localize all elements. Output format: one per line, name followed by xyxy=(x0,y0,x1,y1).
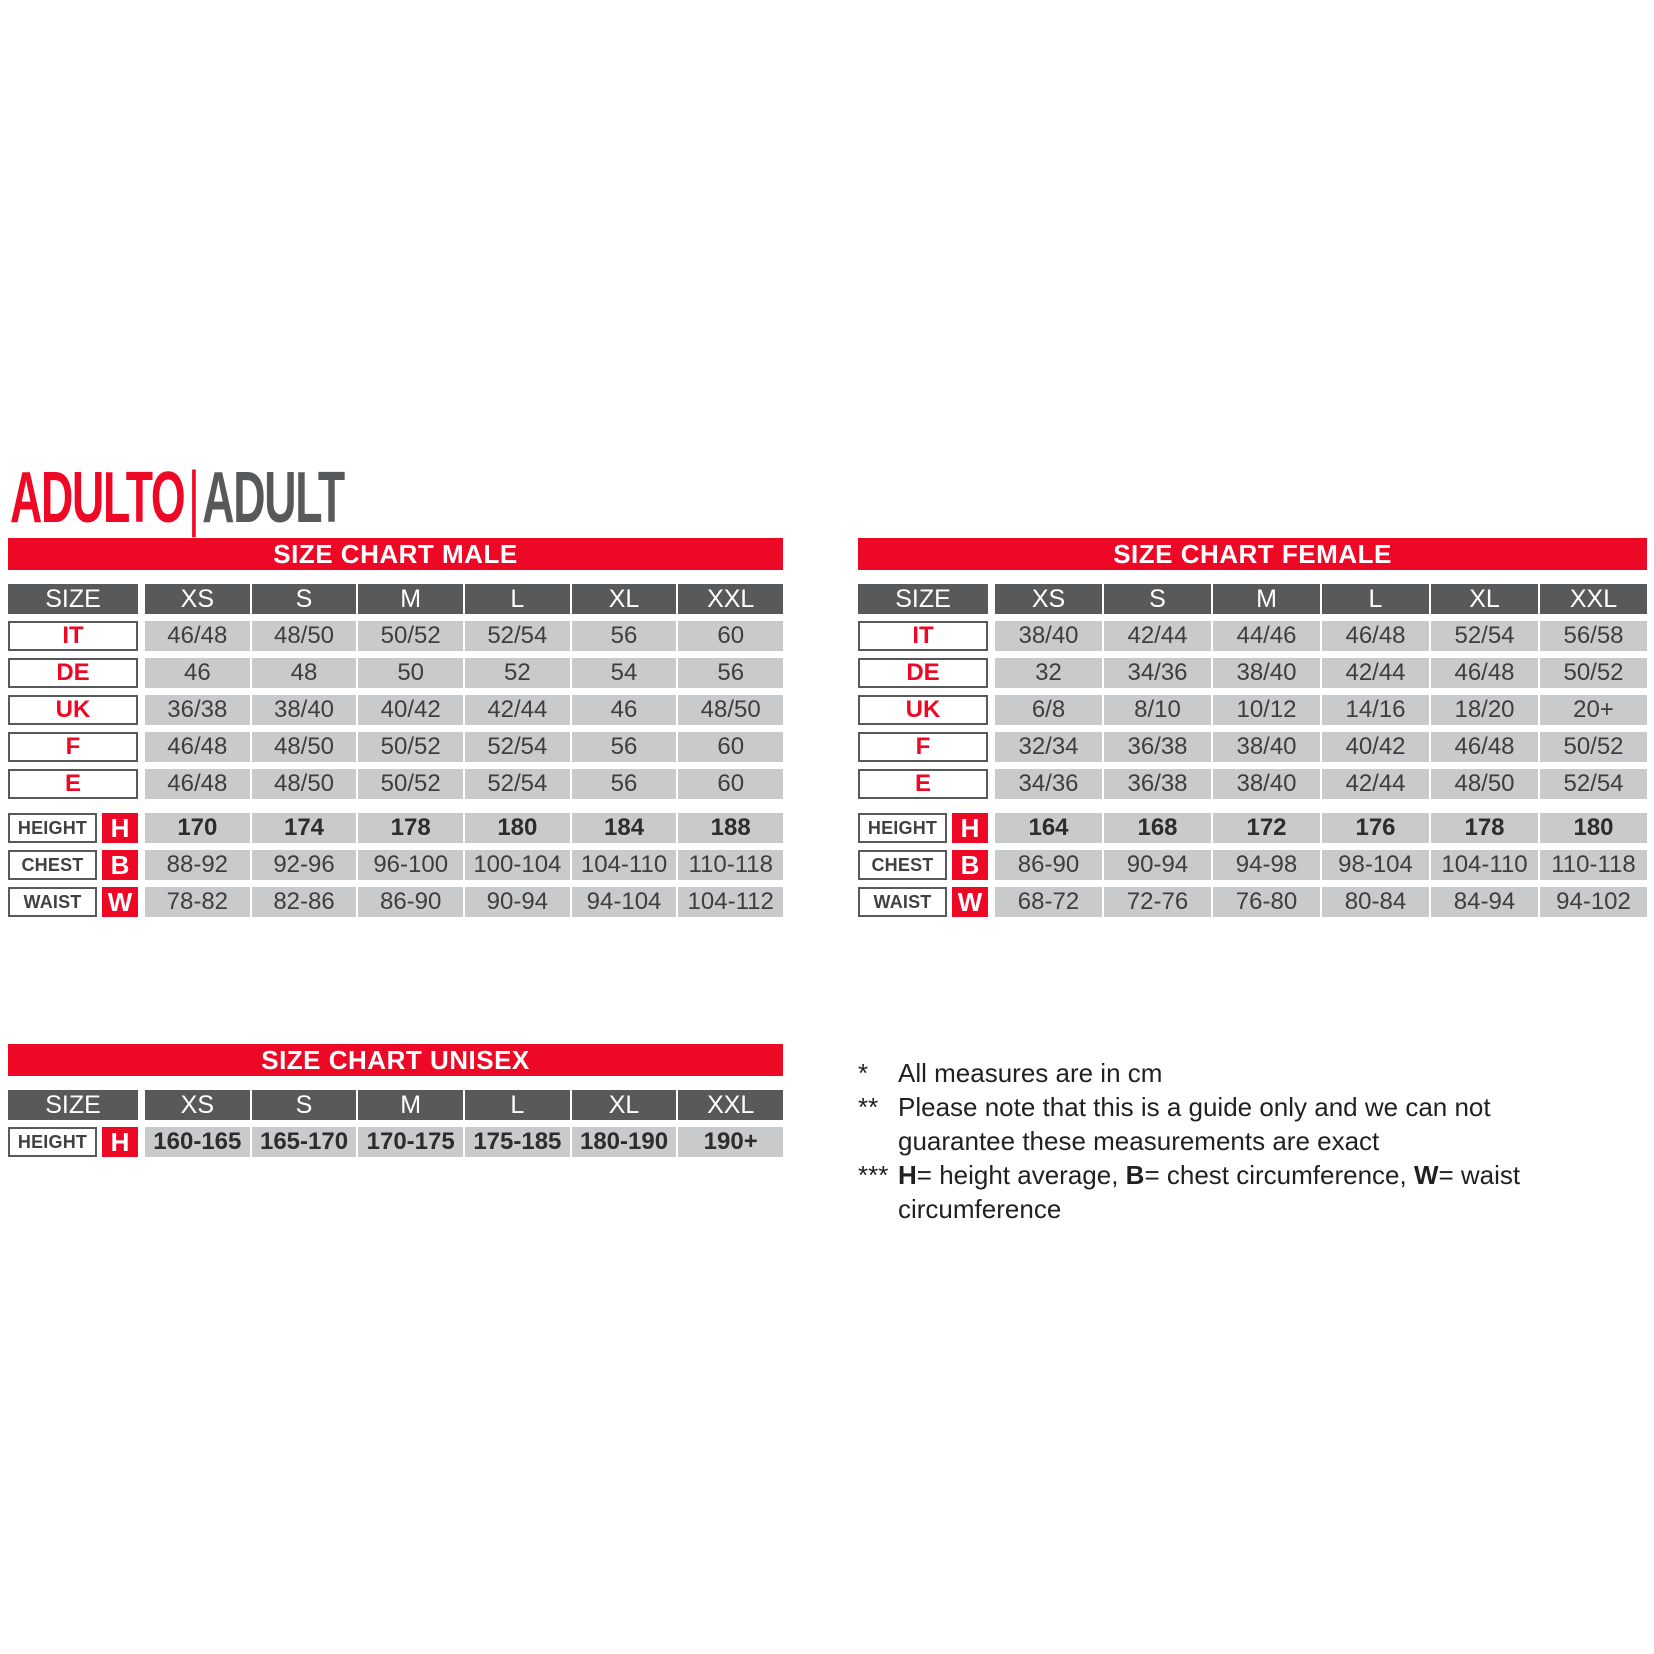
female-waist-cell: 68-72 xyxy=(995,887,1102,917)
female-de-cell: 42/44 xyxy=(1322,658,1429,688)
female-measure-row-chest xyxy=(858,850,1647,880)
female-height-cell: 172 xyxy=(1213,813,1320,843)
footnote-marker-2: ** xyxy=(858,1092,879,1122)
male-uk-cells xyxy=(145,695,783,725)
male-chest-cell: 110-118 xyxy=(678,850,783,880)
female-size-header: SIZE xyxy=(858,584,988,614)
unisex-column-header-cells xyxy=(145,1090,783,1120)
page-title-italian: ADULTO xyxy=(10,458,185,538)
unisex-column-header-cell: XXL xyxy=(678,1090,783,1120)
footnote-segment: Please note that this is a guide only and we can not guarantee these measurements are exact xyxy=(898,1092,1491,1156)
female-e-cell: 52/54 xyxy=(1540,769,1647,799)
male-f-cell: 50/52 xyxy=(358,732,463,762)
footnote-segment: = waist circumference xyxy=(898,1160,1521,1224)
female-row-label-de: DE xyxy=(858,658,988,688)
male-column-header-cell: M xyxy=(358,584,463,614)
female-row-label-it: IT xyxy=(858,621,988,651)
female-de-cell: 34/36 xyxy=(1104,658,1211,688)
unisex-table-title-bar: SIZE CHART UNISEX xyxy=(8,1044,783,1076)
male-f-cell: 48/50 xyxy=(252,732,357,762)
unisex-column-header-row xyxy=(8,1090,783,1120)
female-column-header-cell: XXL xyxy=(1540,584,1647,614)
female-measure-label-height: HEIGHT xyxy=(858,813,947,843)
female-height-cell: 176 xyxy=(1322,813,1429,843)
male-e-cell: 48/50 xyxy=(252,769,357,799)
female-e-cell: 48/50 xyxy=(1431,769,1538,799)
male-e-cell: 56 xyxy=(572,769,677,799)
male-row-label-it: IT xyxy=(8,621,138,651)
male-chest-cell: 104-110 xyxy=(572,850,677,880)
footnote-segment: B xyxy=(1125,1160,1145,1190)
male-country-row-it xyxy=(8,621,783,651)
male-it-cell: 50/52 xyxy=(358,621,463,651)
female-column-header-cells xyxy=(995,584,1647,614)
unisex-column-header-cell: S xyxy=(252,1090,357,1120)
male-de-cell: 56 xyxy=(678,658,783,688)
unisex-column-header-cell: L xyxy=(465,1090,570,1120)
male-column-header-cells xyxy=(145,584,783,614)
female-waist-cells xyxy=(995,887,1647,917)
male-column-header-cell: XXL xyxy=(678,584,783,614)
female-height-cell: 164 xyxy=(995,813,1102,843)
unisex-height-cell: 180-190 xyxy=(572,1127,677,1157)
female-country-row-it xyxy=(858,621,1647,651)
female-e-cell: 38/40 xyxy=(1213,769,1320,799)
footnote-2 xyxy=(858,1090,1652,1158)
female-waist-cell: 94-102 xyxy=(1540,887,1647,917)
female-f-cell: 36/38 xyxy=(1104,732,1211,762)
female-row-label-e: E xyxy=(858,769,988,799)
female-waist-cell: 72-76 xyxy=(1104,887,1211,917)
male-f-cell: 52/54 xyxy=(465,732,570,762)
page-title xyxy=(10,458,344,538)
footnote-text-1 xyxy=(898,1056,1162,1090)
female-measure-label-wrap xyxy=(858,887,988,917)
unisex-height-cell: 190+ xyxy=(678,1127,783,1157)
footnote-marker-1: * xyxy=(858,1058,869,1088)
footnote-1 xyxy=(858,1056,1652,1090)
male-waist-cell: 78-82 xyxy=(145,887,250,917)
unisex-measure-row-height xyxy=(8,1127,783,1157)
female-row-label-f: F xyxy=(858,732,988,762)
male-waist-cell: 86-90 xyxy=(358,887,463,917)
title-separator: | xyxy=(188,458,199,538)
female-country-row-uk xyxy=(858,695,1647,725)
male-chest-cell: 92-96 xyxy=(252,850,357,880)
female-it-cell: 42/44 xyxy=(1104,621,1211,651)
male-row-label-de: DE xyxy=(8,658,138,688)
male-measure-label-height: HEIGHT xyxy=(8,813,97,843)
female-measure-row-waist xyxy=(858,887,1647,917)
size-chart-unisex-table xyxy=(8,1044,783,1157)
female-waist-cell: 76-80 xyxy=(1213,887,1320,917)
male-f-cell: 56 xyxy=(572,732,677,762)
male-de-cell: 52 xyxy=(465,658,570,688)
male-it-cell: 52/54 xyxy=(465,621,570,651)
unisex-measure-letter-h: H xyxy=(102,1127,138,1157)
footnotes xyxy=(858,1056,1652,1226)
male-height-cell: 188 xyxy=(678,813,783,843)
male-measure-label-wrap xyxy=(8,813,138,843)
male-chest-cell: 96-100 xyxy=(358,850,463,880)
male-uk-cell: 40/42 xyxy=(358,695,463,725)
male-it-cell: 60 xyxy=(678,621,783,651)
male-de-cell: 46 xyxy=(145,658,250,688)
female-de-cell: 38/40 xyxy=(1213,658,1320,688)
female-chest-cell: 86-90 xyxy=(995,850,1102,880)
female-column-header-cell: M xyxy=(1213,584,1320,614)
female-uk-cell: 14/16 xyxy=(1322,695,1429,725)
male-f-cell: 60 xyxy=(678,732,783,762)
male-height-cell: 178 xyxy=(358,813,463,843)
female-measure-row-height xyxy=(858,813,1647,843)
female-de-cell: 46/48 xyxy=(1431,658,1538,688)
female-measure-label-waist: WAIST xyxy=(858,887,947,917)
male-column-header-row xyxy=(8,584,783,614)
footnote-segment: H xyxy=(898,1160,917,1190)
male-waist-cell: 90-94 xyxy=(465,887,570,917)
female-de-cell: 50/52 xyxy=(1540,658,1647,688)
female-e-cell: 36/38 xyxy=(1104,769,1211,799)
male-height-cell: 184 xyxy=(572,813,677,843)
female-it-cells xyxy=(995,621,1647,651)
female-measure-letter-h: H xyxy=(952,813,988,843)
male-uk-cell: 46 xyxy=(572,695,677,725)
female-chest-cell: 104-110 xyxy=(1431,850,1538,880)
male-measure-row-height xyxy=(8,813,783,843)
unisex-column-header-cell: M xyxy=(358,1090,463,1120)
female-it-cell: 38/40 xyxy=(995,621,1102,651)
female-measure-label-wrap xyxy=(858,813,988,843)
male-height-cell: 174 xyxy=(252,813,357,843)
male-e-cell: 50/52 xyxy=(358,769,463,799)
female-measure-label-wrap xyxy=(858,850,988,880)
male-row-label-e: E xyxy=(8,769,138,799)
footnote-3 xyxy=(858,1158,1652,1226)
male-measure-row-chest xyxy=(8,850,783,880)
female-de-cell: 32 xyxy=(995,658,1102,688)
male-country-row-uk xyxy=(8,695,783,725)
male-size-header: SIZE xyxy=(8,584,138,614)
female-de-cells xyxy=(995,658,1647,688)
female-chest-cell: 98-104 xyxy=(1322,850,1429,880)
female-column-header-cell: L xyxy=(1322,584,1429,614)
male-column-header-cell: XL xyxy=(572,584,677,614)
female-e-cell: 34/36 xyxy=(995,769,1102,799)
unisex-measure-label-height: HEIGHT xyxy=(8,1127,97,1157)
unisex-column-header-cell: XL xyxy=(572,1090,677,1120)
female-measure-label-chest: CHEST xyxy=(858,850,947,880)
male-height-cells xyxy=(145,813,783,843)
female-uk-cell: 20+ xyxy=(1540,695,1647,725)
female-column-header-cell: S xyxy=(1104,584,1211,614)
size-chart-female-table xyxy=(858,538,1647,917)
male-uk-cell: 36/38 xyxy=(145,695,250,725)
male-it-cell: 46/48 xyxy=(145,621,250,651)
female-height-cell: 168 xyxy=(1104,813,1211,843)
female-it-cell: 56/58 xyxy=(1540,621,1647,651)
male-e-cell: 60 xyxy=(678,769,783,799)
male-chest-cell: 100-104 xyxy=(465,850,570,880)
male-measure-label-chest: CHEST xyxy=(8,850,97,880)
male-measure-label-waist: WAIST xyxy=(8,887,97,917)
male-measure-letter-w: W xyxy=(102,887,138,917)
male-de-cell: 48 xyxy=(252,658,357,688)
female-chest-cells xyxy=(995,850,1647,880)
female-row-label-uk: UK xyxy=(858,695,988,725)
female-waist-cell: 84-94 xyxy=(1431,887,1538,917)
male-country-row-de xyxy=(8,658,783,688)
female-it-cell: 46/48 xyxy=(1322,621,1429,651)
male-measure-row-waist xyxy=(8,887,783,917)
male-measure-letter-h: H xyxy=(102,813,138,843)
male-country-row-f xyxy=(8,732,783,762)
female-it-cell: 44/46 xyxy=(1213,621,1320,651)
female-measure-letter-w: W xyxy=(952,887,988,917)
unisex-height-cell: 175-185 xyxy=(465,1127,570,1157)
unisex-height-cell: 165-170 xyxy=(252,1127,357,1157)
female-column-header-cell: XS xyxy=(995,584,1102,614)
footnote-segment: = chest circumference, xyxy=(1144,1160,1414,1190)
female-uk-cells xyxy=(995,695,1647,725)
female-e-cell: 42/44 xyxy=(1322,769,1429,799)
male-table-title-bar: SIZE CHART MALE xyxy=(8,538,783,570)
female-f-cells xyxy=(995,732,1647,762)
unisex-size-header: SIZE xyxy=(8,1090,138,1120)
footnote-text-2 xyxy=(898,1090,1554,1158)
female-chest-cell: 110-118 xyxy=(1540,850,1647,880)
female-measure-letter-b: B xyxy=(952,850,988,880)
unisex-height-cell: 160-165 xyxy=(145,1127,250,1157)
female-country-row-e xyxy=(858,769,1647,799)
female-e-cells xyxy=(995,769,1647,799)
male-measure-label-wrap xyxy=(8,850,138,880)
male-de-cell: 50 xyxy=(358,658,463,688)
page-title-english: ADULT xyxy=(202,458,344,538)
female-f-cell: 40/42 xyxy=(1322,732,1429,762)
male-uk-cell: 42/44 xyxy=(465,695,570,725)
female-table-title-bar: SIZE CHART FEMALE xyxy=(858,538,1647,570)
unisex-column-header-cell: XS xyxy=(145,1090,250,1120)
male-waist-cell: 104-112 xyxy=(678,887,783,917)
male-column-header-cell: S xyxy=(252,584,357,614)
male-it-cells xyxy=(145,621,783,651)
male-height-cell: 180 xyxy=(465,813,570,843)
female-uk-cell: 8/10 xyxy=(1104,695,1211,725)
footnote-text-3 xyxy=(898,1158,1554,1226)
male-it-cell: 56 xyxy=(572,621,677,651)
male-measure-letter-b: B xyxy=(102,850,138,880)
unisex-height-cells xyxy=(145,1127,783,1157)
female-height-cells xyxy=(995,813,1647,843)
male-chest-cells xyxy=(145,850,783,880)
male-chest-cell: 88-92 xyxy=(145,850,250,880)
female-chest-cell: 90-94 xyxy=(1104,850,1211,880)
female-country-row-f xyxy=(858,732,1647,762)
female-height-cell: 178 xyxy=(1431,813,1538,843)
male-waist-cell: 94-104 xyxy=(572,887,677,917)
male-column-header-cell: XS xyxy=(145,584,250,614)
footnote-marker-3: *** xyxy=(858,1160,889,1190)
male-it-cell: 48/50 xyxy=(252,621,357,651)
female-f-cell: 46/48 xyxy=(1431,732,1538,762)
male-row-label-uk: UK xyxy=(8,695,138,725)
male-waist-cells xyxy=(145,887,783,917)
female-f-cell: 38/40 xyxy=(1213,732,1320,762)
male-column-header-cell: L xyxy=(465,584,570,614)
female-height-cell: 180 xyxy=(1540,813,1647,843)
male-de-cell: 54 xyxy=(572,658,677,688)
male-measure-label-wrap xyxy=(8,887,138,917)
male-f-cell: 46/48 xyxy=(145,732,250,762)
male-e-cell: 52/54 xyxy=(465,769,570,799)
female-f-cell: 32/34 xyxy=(995,732,1102,762)
unisex-height-cell: 170-175 xyxy=(358,1127,463,1157)
male-height-cell: 170 xyxy=(145,813,250,843)
female-uk-cell: 10/12 xyxy=(1213,695,1320,725)
male-country-row-e xyxy=(8,769,783,799)
footnote-segment: W xyxy=(1413,1160,1439,1190)
male-waist-cell: 82-86 xyxy=(252,887,357,917)
female-f-cell: 50/52 xyxy=(1540,732,1647,762)
male-uk-cell: 48/50 xyxy=(678,695,783,725)
female-it-cell: 52/54 xyxy=(1431,621,1538,651)
male-e-cell: 46/48 xyxy=(145,769,250,799)
unisex-measure-label-wrap xyxy=(8,1127,138,1157)
female-column-header-row xyxy=(858,584,1647,614)
male-row-label-f: F xyxy=(8,732,138,762)
footnote-segment: = height average, xyxy=(916,1160,1126,1190)
footnote-segment: All measures are in cm xyxy=(898,1058,1163,1088)
female-chest-cell: 94-98 xyxy=(1213,850,1320,880)
male-e-cells xyxy=(145,769,783,799)
female-column-header-cell: XL xyxy=(1431,584,1538,614)
female-uk-cell: 18/20 xyxy=(1431,695,1538,725)
size-chart-male-table xyxy=(8,538,783,917)
male-uk-cell: 38/40 xyxy=(252,695,357,725)
female-waist-cell: 80-84 xyxy=(1322,887,1429,917)
female-country-row-de xyxy=(858,658,1647,688)
female-uk-cell: 6/8 xyxy=(995,695,1102,725)
male-de-cells xyxy=(145,658,783,688)
male-f-cells xyxy=(145,732,783,762)
